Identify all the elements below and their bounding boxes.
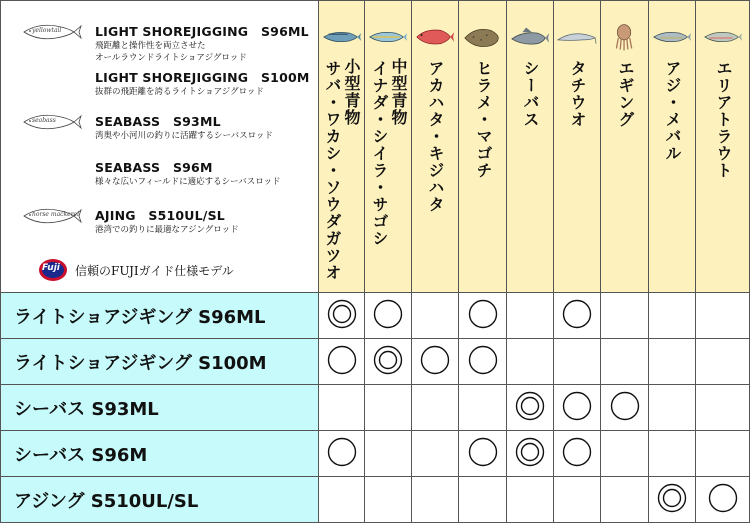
- table-cell: [648, 338, 695, 384]
- table-cell: [553, 384, 600, 430]
- double-circle-mark: [657, 483, 687, 517]
- table-cell: [364, 430, 411, 476]
- rod-name-text: LIGHT SHOREJIGGING S100M: [95, 70, 310, 85]
- column-label: タチウオ: [568, 60, 587, 128]
- column-label: シーバス: [521, 60, 540, 128]
- table-cell: [458, 476, 506, 523]
- table-cell: [411, 430, 458, 476]
- circle-mark: [327, 345, 357, 379]
- fish-sketch-icon: [20, 110, 82, 134]
- column-header: [553, 0, 600, 292]
- sketch-label: horse mackerel: [32, 211, 80, 218]
- table-cell: [648, 292, 695, 338]
- horse-mackerel-icon: [651, 20, 693, 54]
- row-label: [0, 476, 318, 523]
- rod-name: [95, 22, 309, 40]
- column-header: [506, 0, 553, 292]
- row-label: [0, 292, 318, 338]
- column-label: サバ・ワカシ・ソウダガツオ: [323, 60, 342, 281]
- rod-description: 様々な広いフィールドに適応するシーバスロッド: [95, 177, 281, 187]
- hairtail-icon: [556, 20, 598, 54]
- rod-name: [95, 112, 221, 130]
- squid-icon: [604, 20, 646, 54]
- circle-mark: [468, 345, 498, 379]
- column-label: エリアトラウト: [714, 60, 733, 179]
- circle-mark: [562, 299, 592, 333]
- rod-name-text: SEABASS S96M: [95, 160, 213, 175]
- table-cell: [506, 338, 553, 384]
- column-header: [458, 0, 506, 292]
- table-cell: [695, 338, 750, 384]
- column-label: エギング: [616, 60, 635, 128]
- table-cell: [695, 476, 750, 523]
- circle-mark: [562, 391, 592, 425]
- table-cell: [364, 384, 411, 430]
- fuji-logo: [38, 258, 68, 282]
- table-cell: [318, 292, 364, 338]
- row-label: [0, 430, 318, 476]
- table-cell: [458, 430, 506, 476]
- rod-description: 抜群の飛距離を誇るライトショアジグロッド: [95, 87, 264, 97]
- table-cell: [648, 430, 695, 476]
- circle-mark: [468, 299, 498, 333]
- table-cell: [553, 338, 600, 384]
- table-cell: [506, 384, 553, 430]
- double-circle-mark: [515, 437, 545, 471]
- table-cell: [458, 292, 506, 338]
- table-cell: [318, 338, 364, 384]
- row-label-text: シーバス S93ML: [14, 398, 159, 420]
- column-header: [318, 0, 364, 292]
- circle-mark: [327, 437, 357, 471]
- row-label-text: ライトショアジギング S96ML: [14, 306, 266, 328]
- column-label: イナダ・シイラ・サゴシ: [370, 60, 389, 247]
- table-cell: [318, 476, 364, 523]
- table-cell: [695, 430, 750, 476]
- row-label-text: シーバス S96M: [14, 444, 148, 466]
- row-label: [0, 338, 318, 384]
- seabass-icon: [509, 20, 551, 54]
- table-cell: [458, 338, 506, 384]
- table-cell: [318, 384, 364, 430]
- table-cell: [411, 292, 458, 338]
- table-cell: [553, 430, 600, 476]
- mackerel-icon: [321, 20, 363, 54]
- fish-sketch-icon: [20, 20, 82, 44]
- table-cell: [411, 384, 458, 430]
- table-cell: [600, 384, 648, 430]
- table-cell: [411, 338, 458, 384]
- table-cell: [648, 476, 695, 523]
- circle-mark: [610, 391, 640, 425]
- circle-mark: [468, 437, 498, 471]
- table-cell: [318, 430, 364, 476]
- column-header: [648, 0, 695, 292]
- table-cell: [506, 292, 553, 338]
- trout-icon: [702, 20, 744, 54]
- row-label-text: ライトショアジギング S100M: [14, 352, 267, 374]
- column-header: [695, 0, 750, 292]
- fuji-logo-text: Fuji: [42, 263, 60, 273]
- column-label: アジ・メバル: [663, 60, 682, 162]
- table-cell: [364, 476, 411, 523]
- double-circle-mark: [327, 299, 357, 333]
- table-cell: [411, 476, 458, 523]
- row-label: [0, 384, 318, 430]
- rod-name-text: AJING S510UL/SL: [95, 208, 225, 223]
- table-cell: [648, 384, 695, 430]
- table-cell: [600, 292, 648, 338]
- column-label: アカハタ・キジハタ: [426, 60, 445, 213]
- sketch-label: seabass: [32, 117, 56, 124]
- table-cell: [364, 292, 411, 338]
- rod-legend: [0, 0, 318, 292]
- table-cell: [506, 430, 553, 476]
- flounder-icon: [462, 20, 504, 54]
- double-circle-mark: [515, 391, 545, 425]
- rod-description: 湾奥や小河川の釣りに活躍するシーバスロッド: [95, 131, 273, 141]
- table-cell: [600, 476, 648, 523]
- circle-mark: [373, 299, 403, 333]
- double-circle-mark: [373, 345, 403, 379]
- fuji-guide-text: 信頼のFUJIガイド仕様モデル: [75, 264, 234, 278]
- table-cell: [553, 476, 600, 523]
- column-label: 小型青物: [342, 58, 361, 126]
- column-header: [364, 0, 411, 292]
- red-grouper-icon: [414, 20, 456, 54]
- column-label: ヒラメ・マゴチ: [474, 60, 493, 179]
- table-cell: [506, 476, 553, 523]
- table-cell: [364, 338, 411, 384]
- fish-sketch-icon: [20, 204, 82, 228]
- circle-mark: [420, 345, 450, 379]
- table-cell: [553, 292, 600, 338]
- sketch-label: yellowtail: [32, 27, 62, 34]
- column-header: [411, 0, 458, 292]
- small-yellowtail-icon: [367, 20, 409, 54]
- column-label: 中型青物: [389, 58, 408, 126]
- rod-name: [95, 206, 225, 224]
- rod-name: [95, 68, 310, 86]
- row-label-text: アジング S510UL/SL: [14, 491, 199, 512]
- table-cell: [695, 384, 750, 430]
- circle-mark: [708, 483, 738, 517]
- rod-name-text: SEABASS S93ML: [95, 114, 221, 129]
- table-cell: [600, 338, 648, 384]
- rod-description: 港湾での釣りに最適なアジングロッド: [95, 225, 239, 235]
- rod-description: 飛距離と操作性を両立させた オールラウンドライトショアジグロッド: [95, 41, 247, 63]
- rod-name: [95, 158, 213, 176]
- rod-name-text: LIGHT SHOREJIGGING S96ML: [95, 24, 309, 39]
- table-cell: [458, 384, 506, 430]
- table-cell: [600, 430, 648, 476]
- circle-mark: [562, 437, 592, 471]
- table-cell: [695, 292, 750, 338]
- column-header: [600, 0, 648, 292]
